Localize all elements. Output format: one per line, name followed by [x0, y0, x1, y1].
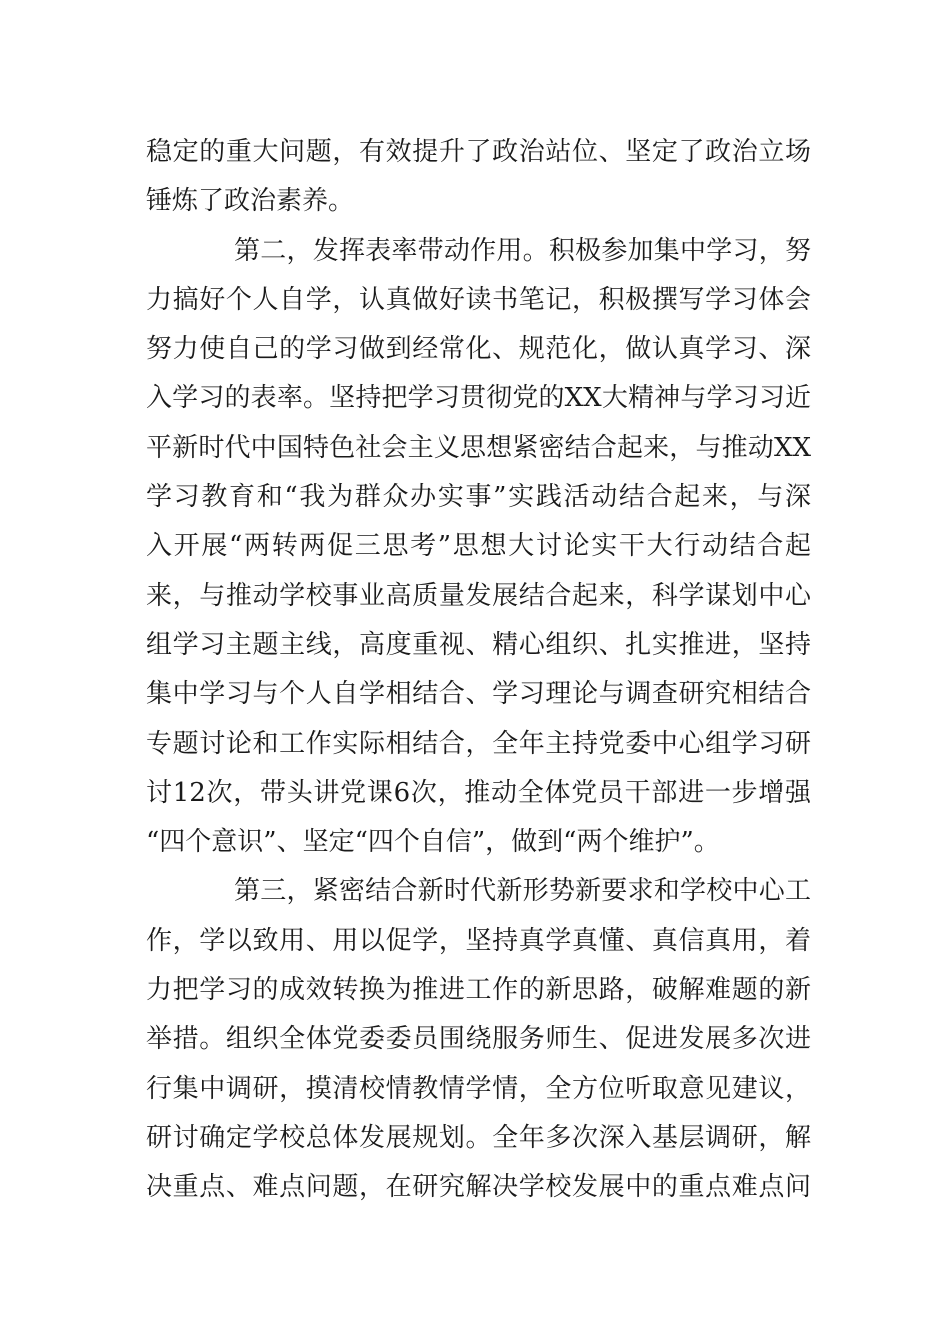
text-line: 讨12次，带头讲党课6次，推动全体党员干部进一步增强	[146, 777, 811, 808]
text-line: 决重点、难点问题，在研究解决学校发展中的重点难点问	[146, 1172, 811, 1203]
text-line: 力把学习的成效转换为推进工作的新思路，破解难题的新	[146, 975, 811, 1006]
text-line: 学习教育和“我为群众办实事”实践活动结合起来，与深	[146, 482, 811, 513]
text-line: 入开展“两转两促三思考”思想大讨论实干大行动结合起	[146, 531, 811, 562]
text-line: 组学习主题主线，高度重视、精心组织、扎实推进，坚持	[146, 629, 811, 660]
text-line: 平新时代中国特色社会主义思想紧密结合起来，与推动XX	[146, 432, 811, 463]
text-line: 来，与推动学校事业高质量发展结合起来，科学谋划中心	[146, 580, 811, 611]
text-line: 力搞好个人自学，认真做好读书笔记，积极撰写学习体会	[146, 284, 811, 315]
text-line: “四个意识”、坚定“四个自信”，做到“两个维护”。	[146, 827, 720, 858]
text-line: 行集中调研，摸清校情教情学情，全方位听取意见建议，	[146, 1073, 811, 1104]
text-line: 研讨确定学校总体发展规划。全年多次深入基层调研，解	[146, 1122, 811, 1153]
text-line: 集中学习与个人自学相结合、学习理论与调查研究相结合	[146, 679, 811, 710]
paragraph-first-line: 第二，发挥表率带动作用。积极参加集中学习，努	[234, 235, 811, 266]
text-line: 锤炼了政治素养。	[146, 186, 355, 217]
text-line: 专题讨论和工作实际相结合，全年主持党委中心组学习研	[146, 728, 811, 759]
text-line: 举措。组织全体党委委员围绕服务师生、促进发展多次进	[146, 1024, 811, 1055]
text-line: 作，学以致用、用以促学，坚持真学真懂、真信真用，着	[146, 925, 811, 956]
document-body	[146, 128, 811, 1213]
text-line: 努力使自己的学习做到经常化、规范化，做认真学习、深	[146, 334, 811, 365]
text-line: 入学习的表率。坚持把学习贯彻党的XX大精神与学习习近	[146, 383, 811, 414]
paragraph-first-line: 第三，紧密结合新时代新形势新要求和学校中心工	[234, 876, 811, 907]
text-line: 稳定的重大问题，有效提升了政治站位、坚定了政治立场	[146, 137, 811, 167]
